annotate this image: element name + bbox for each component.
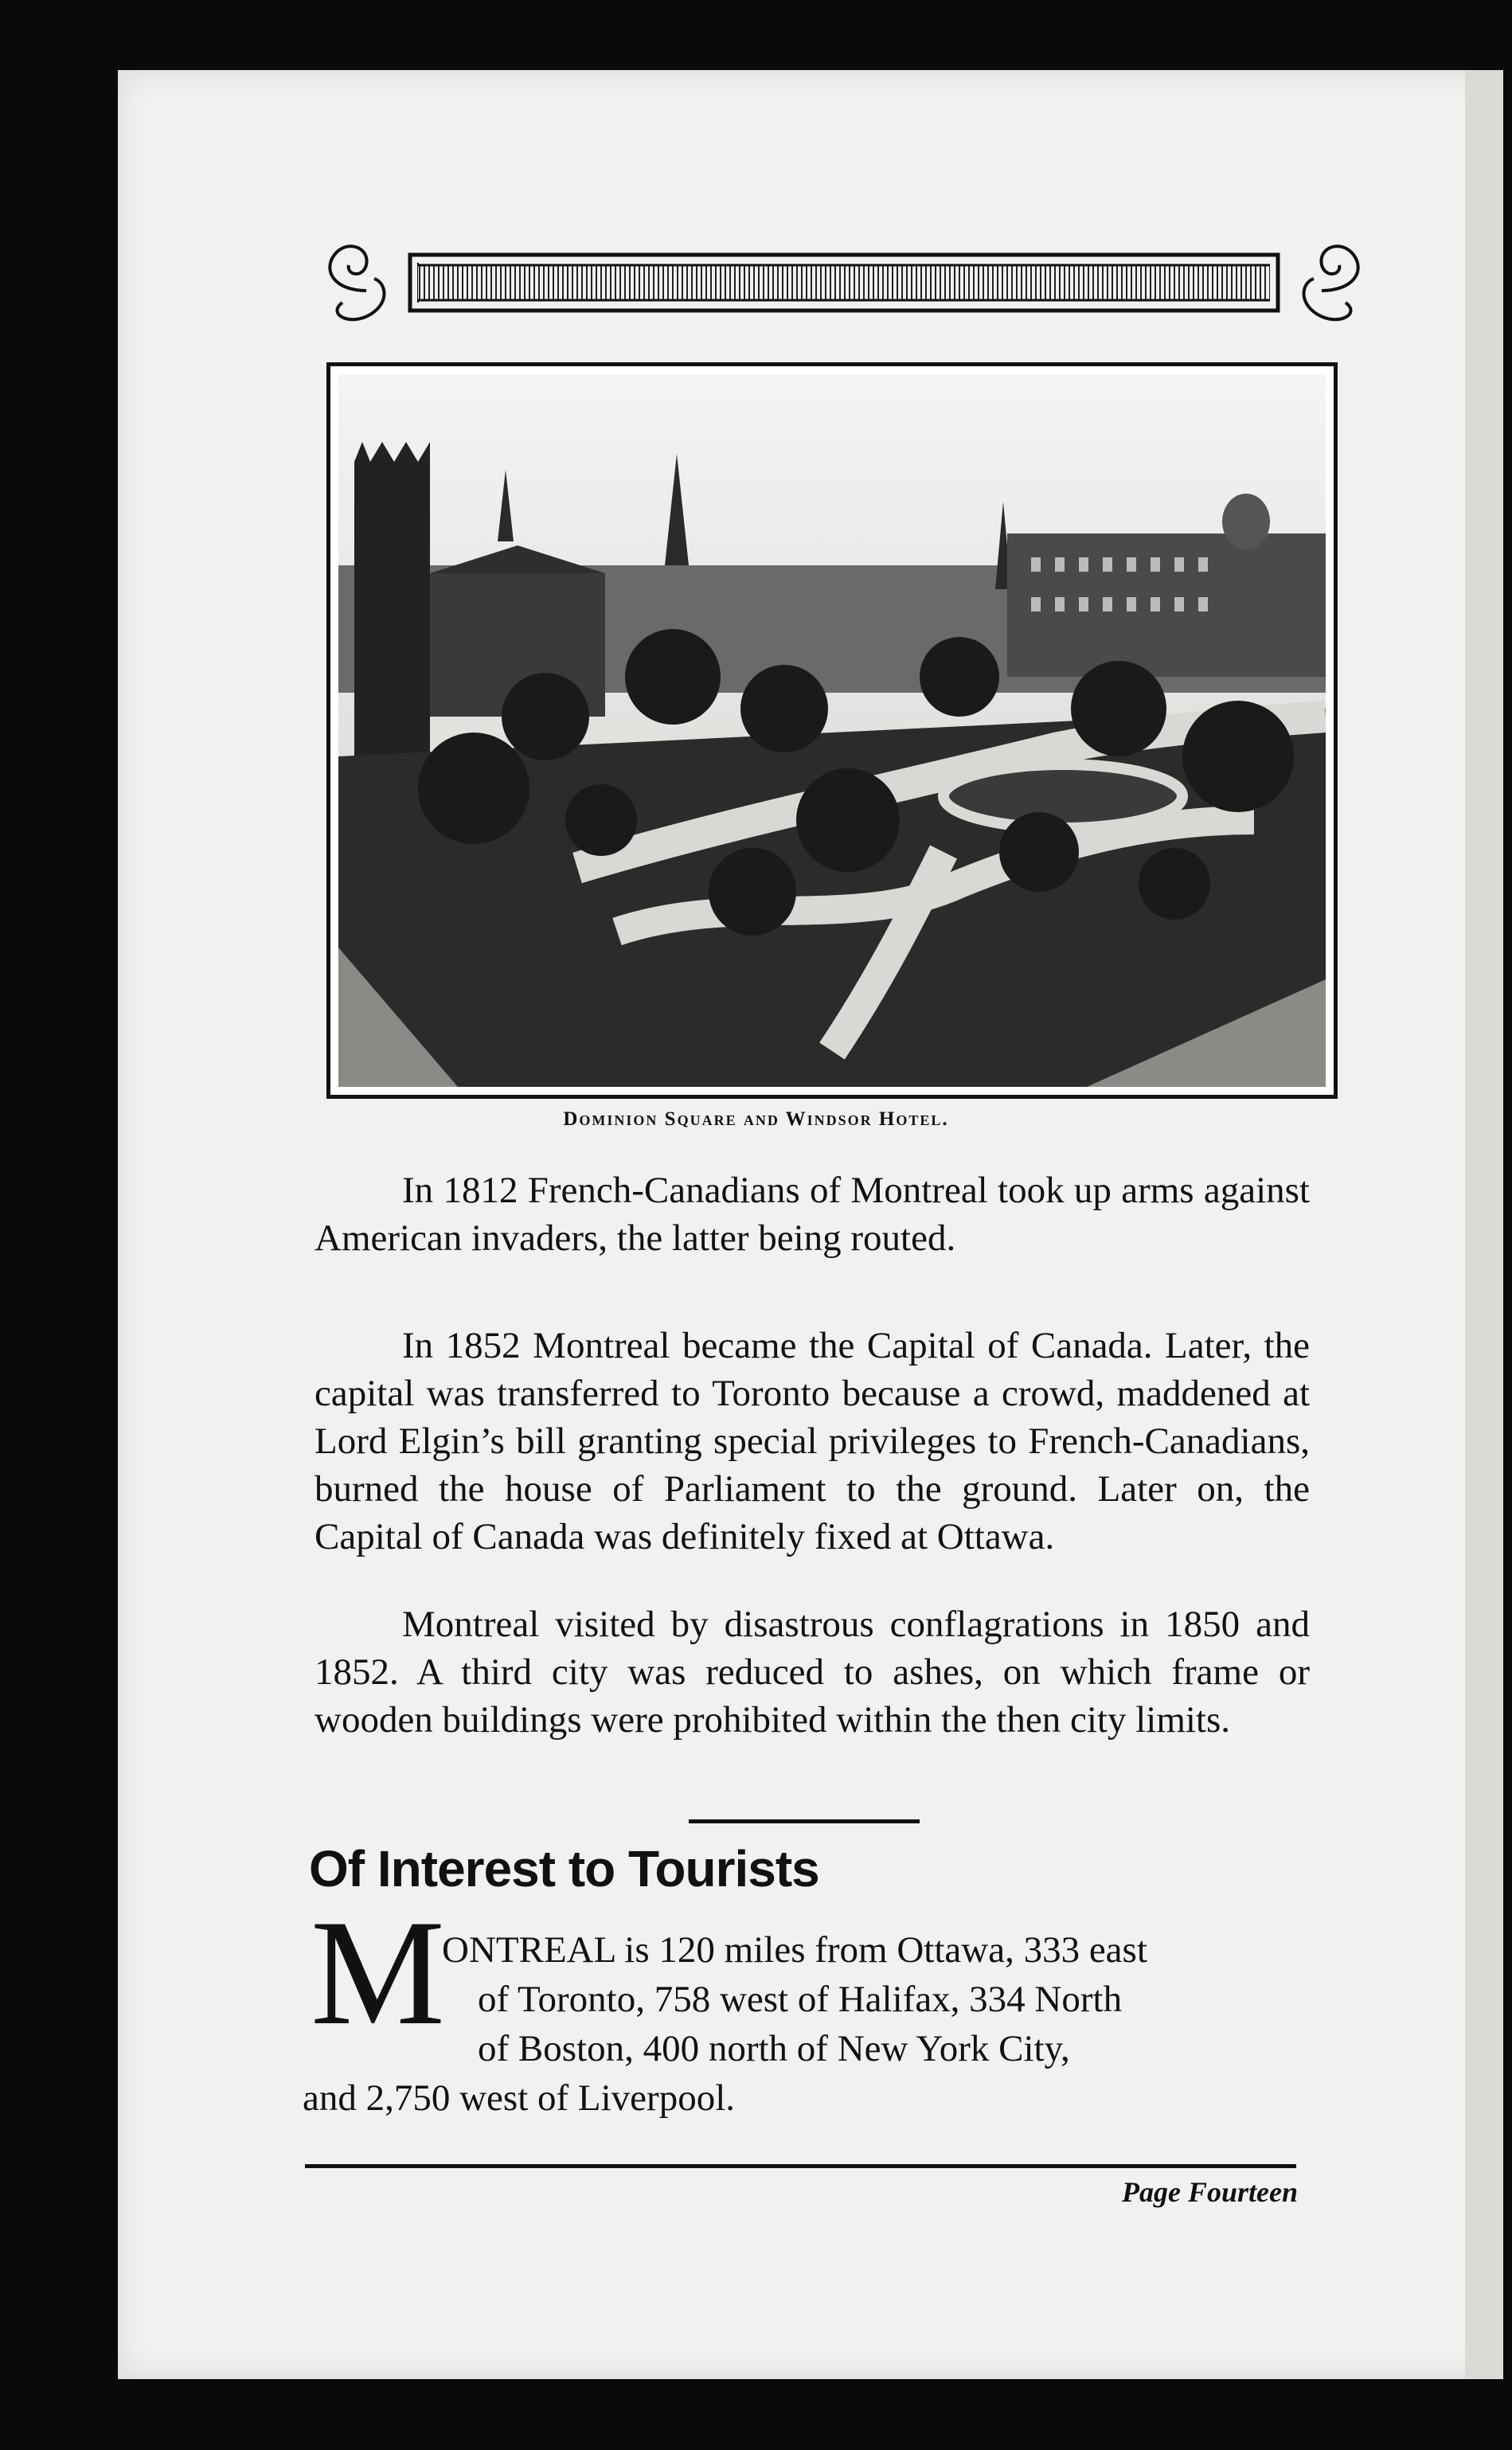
page-edge [1465, 70, 1503, 2379]
paragraph-text: In 1812 French-Canadians of Montreal took up arms against American invaders, the latter being routed. [315, 1170, 1310, 1259]
tourist-distances-paragraph [303, 1925, 1310, 2123]
paragraph-text: Montreal visited by disastrous conflagrations in 1850 and 1852. A third city was reduced to ashes, on which frame or wooden buildings were prohibited within the then city limits. [315, 1604, 1310, 1741]
footer-rule [305, 2164, 1296, 2168]
header-ornament [318, 227, 1369, 330]
distance-line-4: and 2,750 west of Liverpool. [303, 2077, 736, 2119]
paragraph-text: In 1852 Montreal became the Capital of Canada. Later, the capital was transferred to Toronto because a crowd, maddened at Lord Elgin’s bill granting special privileges to French-Canadians, burned the house of Parliament to the ground. Later on, the Capital of Canada was definitely fixed at Ottawa. [315, 1325, 1310, 1557]
page-number: Page Fourteen [1122, 2176, 1298, 2208]
history-paragraph-1812 [315, 1166, 1310, 1264]
drop-cap: M [311, 1889, 445, 2057]
distance-line-3: of Boston, 400 north of New York City, [478, 2028, 1070, 2069]
section-divider [689, 1819, 920, 1823]
section-title: Of Interest to Tourists [309, 1840, 819, 1897]
photo-caption: Dominion Square and Windsor Hotel. [563, 1108, 949, 1130]
distance-line-1: ONTREAL is 120 miles from Ottawa, 333 east [442, 1929, 1147, 1971]
dominion-square-photo [326, 362, 1338, 1099]
history-paragraph-fires [315, 1600, 1310, 1745]
distance-line-2: of Toronto, 758 west of Halifax, 334 North [478, 1979, 1123, 2020]
history-paragraph-1852 [315, 1322, 1310, 1562]
